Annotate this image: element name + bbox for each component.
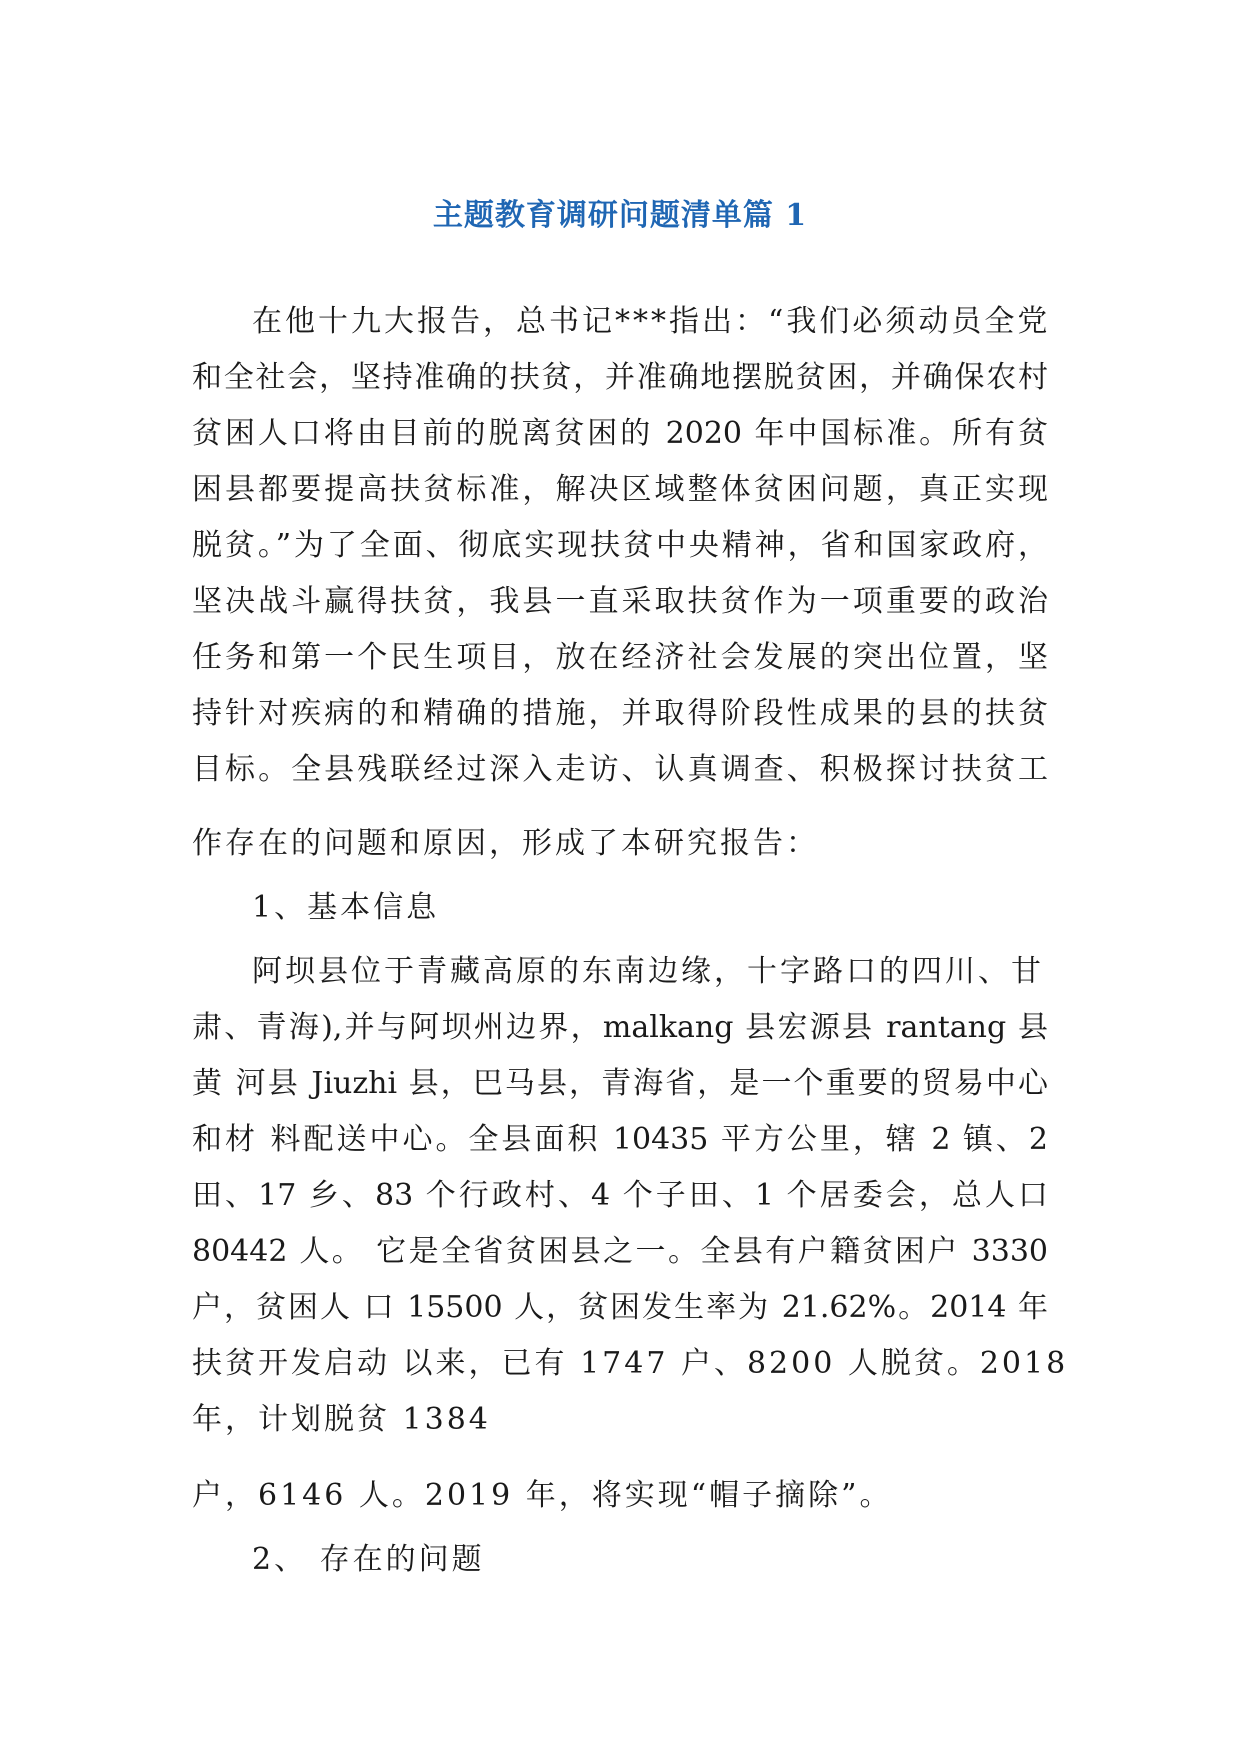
paragraph-line: 肃、青海),并与阿坝州边界，malkang 县宏源县 rantang 县: [192, 1010, 1048, 1045]
paragraph-line: 作存在的问题和原因，形成了本研究报告：: [192, 826, 819, 861]
paragraph-line: 黄 河县 Jiuzhi 县，巴马县，青海省，是一个重要的贸易中心: [192, 1066, 1048, 1101]
paragraph-line: 田、17 乡、83 个行政村、4 个子田、1 个居委会，总人口: [192, 1178, 1048, 1213]
paragraph-line: 扶贫开发启动 以来，已有 1747 户、8200 人脱贫。2018: [192, 1346, 1069, 1381]
paragraph-line: 贫困人口将由目前的脱离贫困的 2020 年中国标准。所有贫: [192, 416, 1048, 451]
paragraph-line: 目标。全县残联经过深入走访、认真调查、积极探讨扶贫工: [192, 752, 1048, 787]
paragraph-line: 年，计划脱贫 1384: [192, 1402, 491, 1437]
paragraph-line: 任务和第一个民生项目，放在经济社会发展的突出位置，坚: [192, 640, 1048, 675]
section-heading: 1、基本信息: [252, 890, 440, 925]
paragraph-line: 困县都要提高扶贫标准，解决区域整体贫困问题，真正实现: [192, 472, 1048, 507]
section-heading: 2、 存在的问题: [252, 1542, 485, 1577]
paragraph-line: 80442 人。 它是全省贫困县之一。全县有户籍贫困户 3330: [192, 1234, 1048, 1269]
paragraph-line: 在他十九大报告，总书记***指出：“我们必须动员全党: [252, 304, 1051, 339]
paragraph-line: 户，6146 人。2019 年，将实现“帽子摘除”。: [192, 1478, 893, 1513]
paragraph-line: 和全社会，坚持准确的扶贫，并准确地摆脱贫困，并确保农村: [192, 360, 1048, 395]
document-title: 主题教育调研问题清单篇 1: [432, 198, 808, 233]
paragraph-line: 坚决战斗赢得扶贫，我县一直采取扶贫作为一项重要的政治: [192, 584, 1048, 619]
paragraph-line: 户，贫困人 口 15500 人，贫困发生率为 21.62%。2014 年: [192, 1290, 1048, 1325]
paragraph-line: 持针对疾病的和精确的措施，并取得阶段性成果的县的扶贫: [192, 696, 1048, 731]
paragraph-line: 脱贫。”为了全面、彻底实现扶贫中央精神，省和国家政府，: [192, 528, 1048, 563]
paragraph-line: 阿坝县位于青藏高原的东南边缘，十字路口的四川、甘: [252, 954, 1044, 989]
paragraph-line: 和材 料配送中心。全县面积 10435 平方公里，辖 2 镇、2: [192, 1122, 1048, 1157]
